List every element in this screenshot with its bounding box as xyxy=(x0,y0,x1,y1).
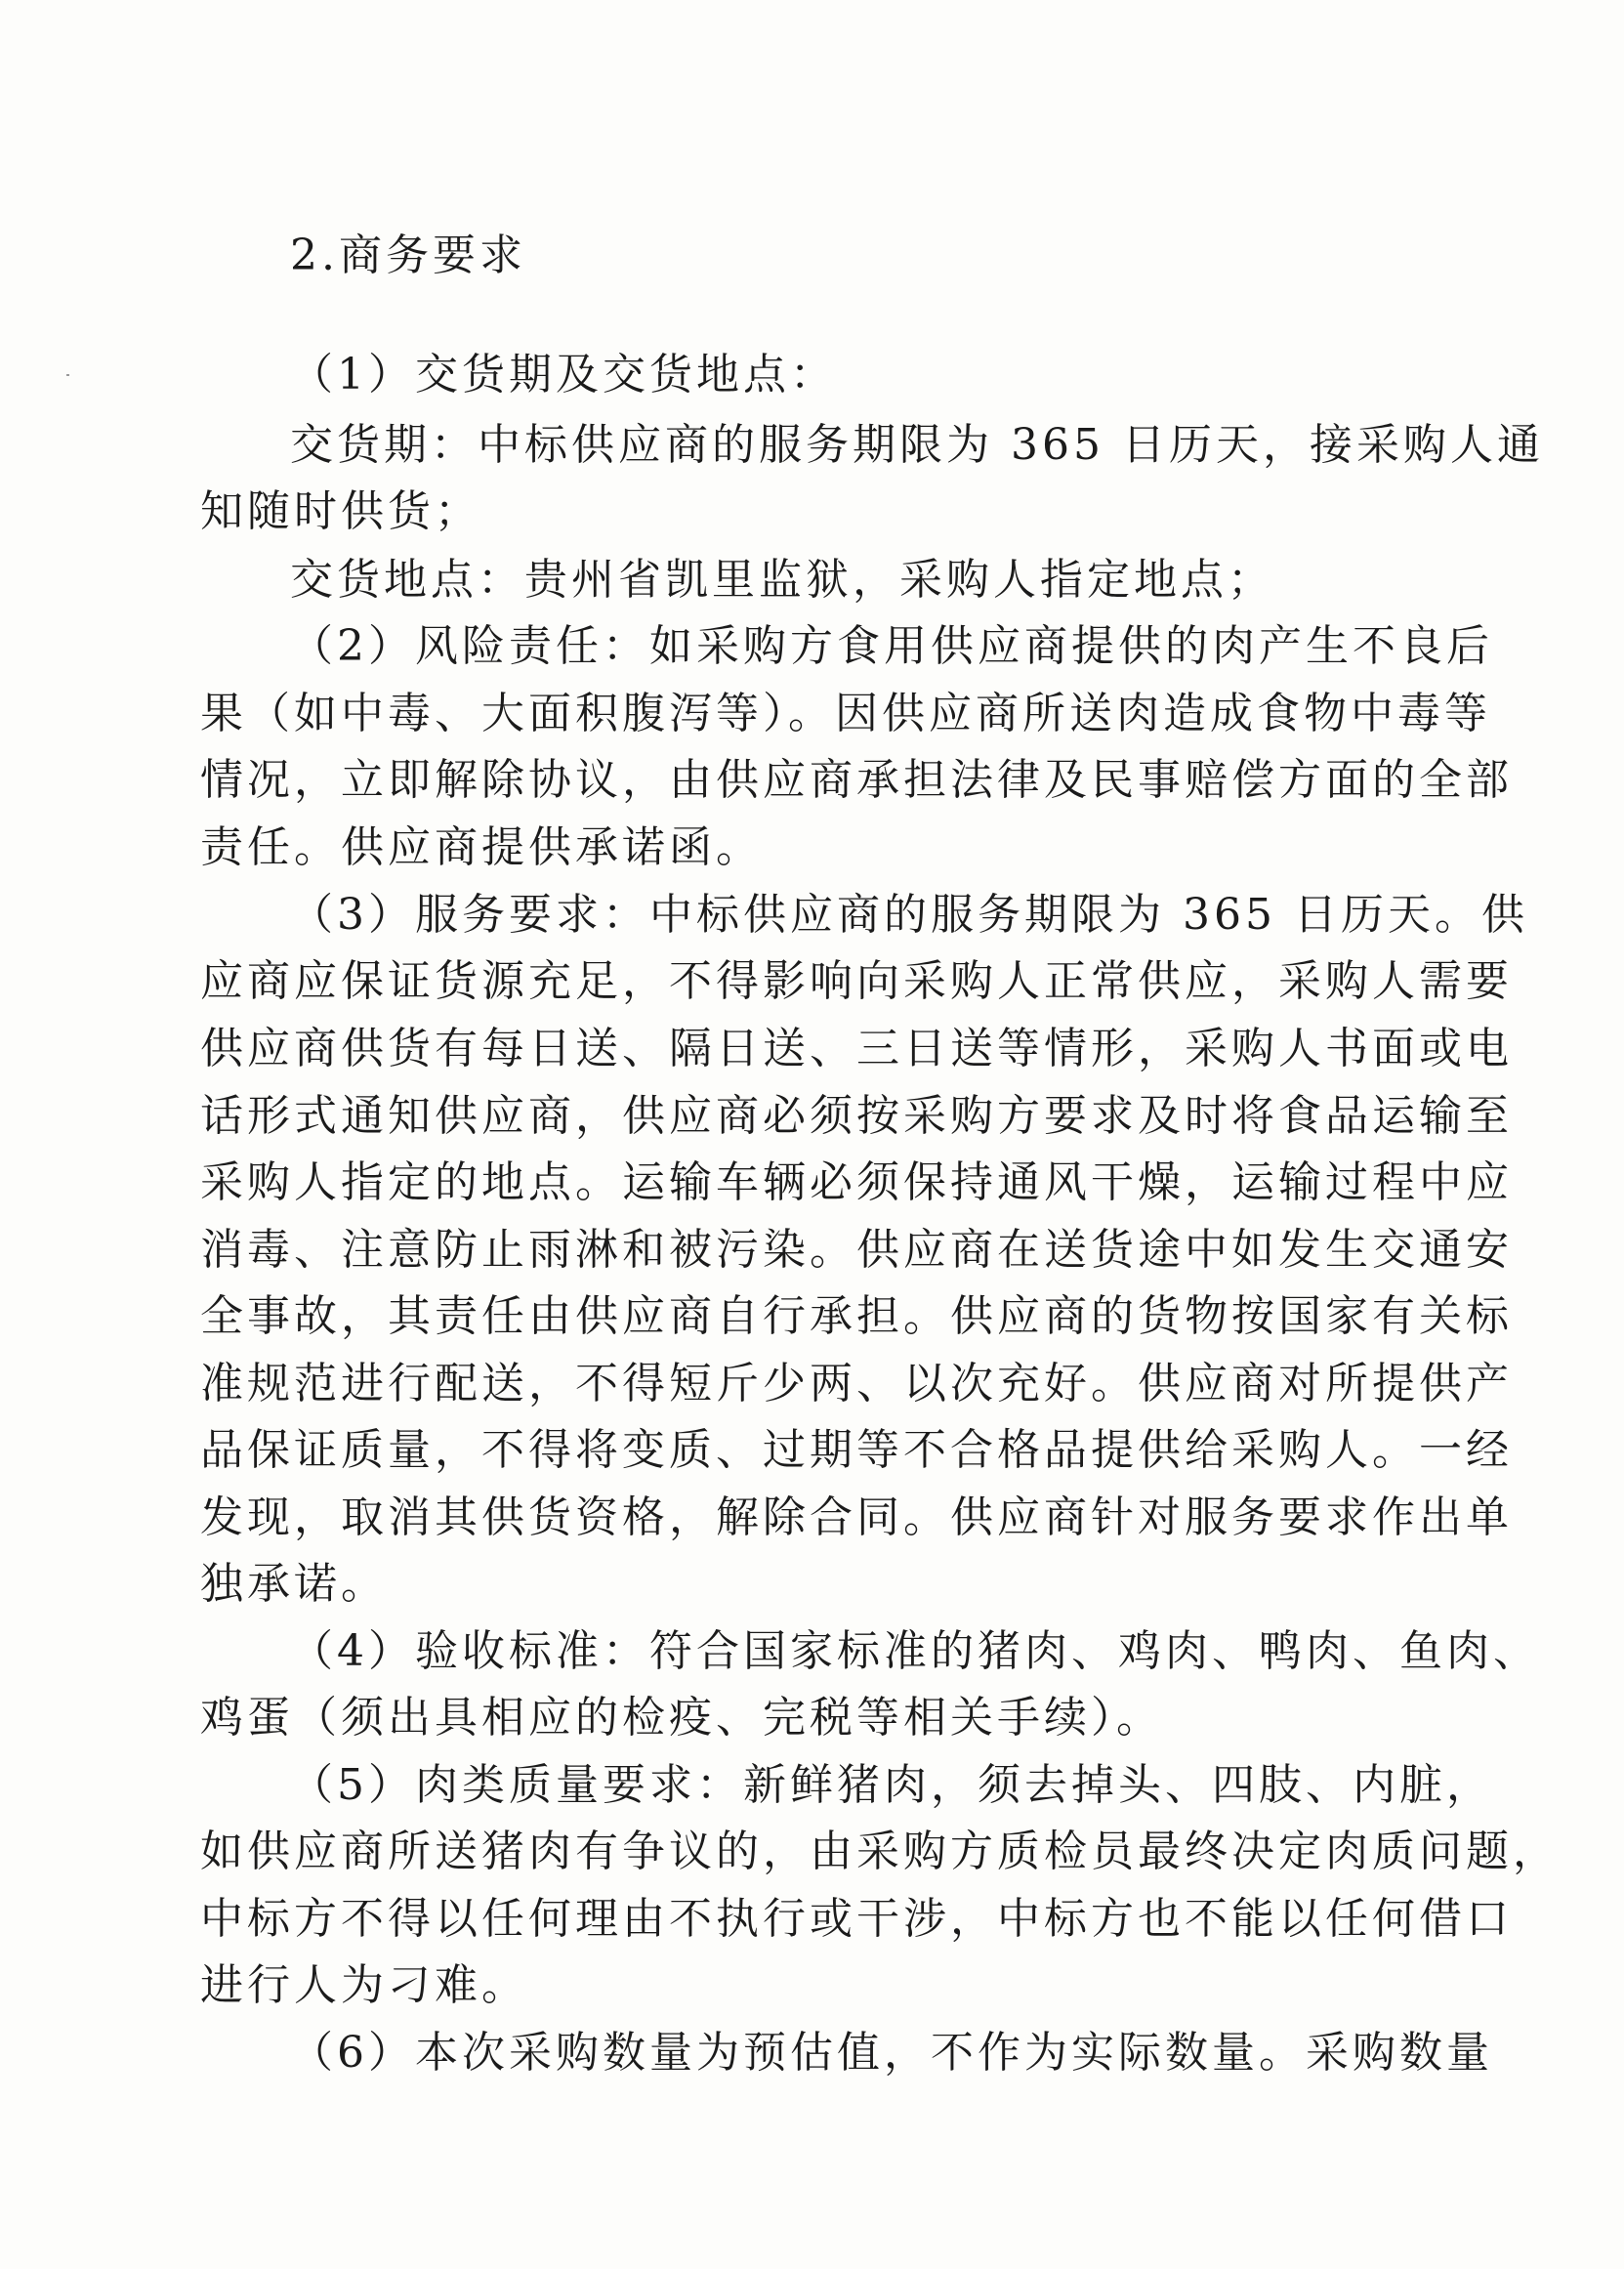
service-line-2: 应商应保证货源充足，不得影响向采购人正常供应，采购人需要 xyxy=(200,956,1513,1006)
service-line-9: 品保证质量，不得将变质、过期等不合格品提供给采购人。一经 xyxy=(200,1425,1513,1475)
service-line-1: （3）服务要求：中标供应商的服务期限为 365 日历天。供 xyxy=(290,890,1528,940)
delivery-period-line-2: 知随时供货； xyxy=(200,486,481,536)
service-line-6: 消毒、注意防止雨淋和被污染。供应商在送货途中如发生交通安 xyxy=(200,1225,1513,1275)
service-line-10: 发现，取消其供货资格，解除合同。供应商针对服务要求作出单 xyxy=(200,1492,1513,1542)
delivery-subheading: （1）交货期及交货地点： xyxy=(290,350,837,399)
risk-line-4: 责任。供应商提供承诺函。 xyxy=(200,822,763,872)
risk-line-3: 情况，立即解除协议，由供应商承担法律及民事赔偿方面的全部 xyxy=(200,755,1513,805)
service-line-4: 话形式通知供应商，供应商必须按采购方要求及时将食品运输至 xyxy=(200,1091,1513,1141)
scan-speck xyxy=(66,374,69,376)
risk-line-2: 果（如中毒、大面积腹泻等）。因供应商所送肉造成食物中毒等 xyxy=(200,689,1491,738)
service-line-8: 准规范进行配送，不得短斤少两、以次充好。供应商对所提供产 xyxy=(200,1359,1513,1408)
quality-line-3: 中标方不得以任何理由不执行或干涉，中标方也不能以任何借口 xyxy=(200,1894,1513,1944)
quality-line-2: 如供应商所送猪肉有争议的，由采购方质检员最终决定肉质问题， xyxy=(200,1827,1560,1876)
service-line-11: 独承诺。 xyxy=(200,1559,388,1609)
quantity-line-1: （6）本次采购数量为预估值，不作为实际数量。采购数量 xyxy=(290,2028,1493,2078)
quality-line-4: 进行人为刁难。 xyxy=(200,1960,528,2010)
service-line-5: 采购人指定的地点。运输车辆必须保持通风干燥，运输过程中应 xyxy=(200,1157,1513,1207)
delivery-period-line-1: 交货期：中标供应商的服务期限为 365 日历天，接采购人通 xyxy=(290,420,1544,470)
acceptance-line-2: 鸡蛋（须出具相应的检疫、完税等相关手续）。 xyxy=(200,1693,1163,1743)
section-heading: 2.商务要求 xyxy=(290,231,526,280)
acceptance-line-1: （4）验收标准：符合国家标准的猪肉、鸡肉、鸭肉、鱼肉、 xyxy=(290,1626,1540,1676)
service-line-3: 供应商供货有每日送、隔日送、三日送等情形，采购人书面或电 xyxy=(200,1024,1513,1073)
delivery-location-line: 交货地点：贵州省凯里监狱，采购人指定地点； xyxy=(290,555,1274,605)
quality-line-1: （5）肉类质量要求：新鲜猪肉，须去掉头、四肢、内脏， xyxy=(290,1760,1493,1810)
risk-line-1: （2）风险责任：如采购方食用供应商提供的肉产生不良后 xyxy=(290,621,1493,671)
service-line-7: 全事故，其责任由供应商自行承担。供应商的货物按国家有关标 xyxy=(200,1291,1513,1341)
